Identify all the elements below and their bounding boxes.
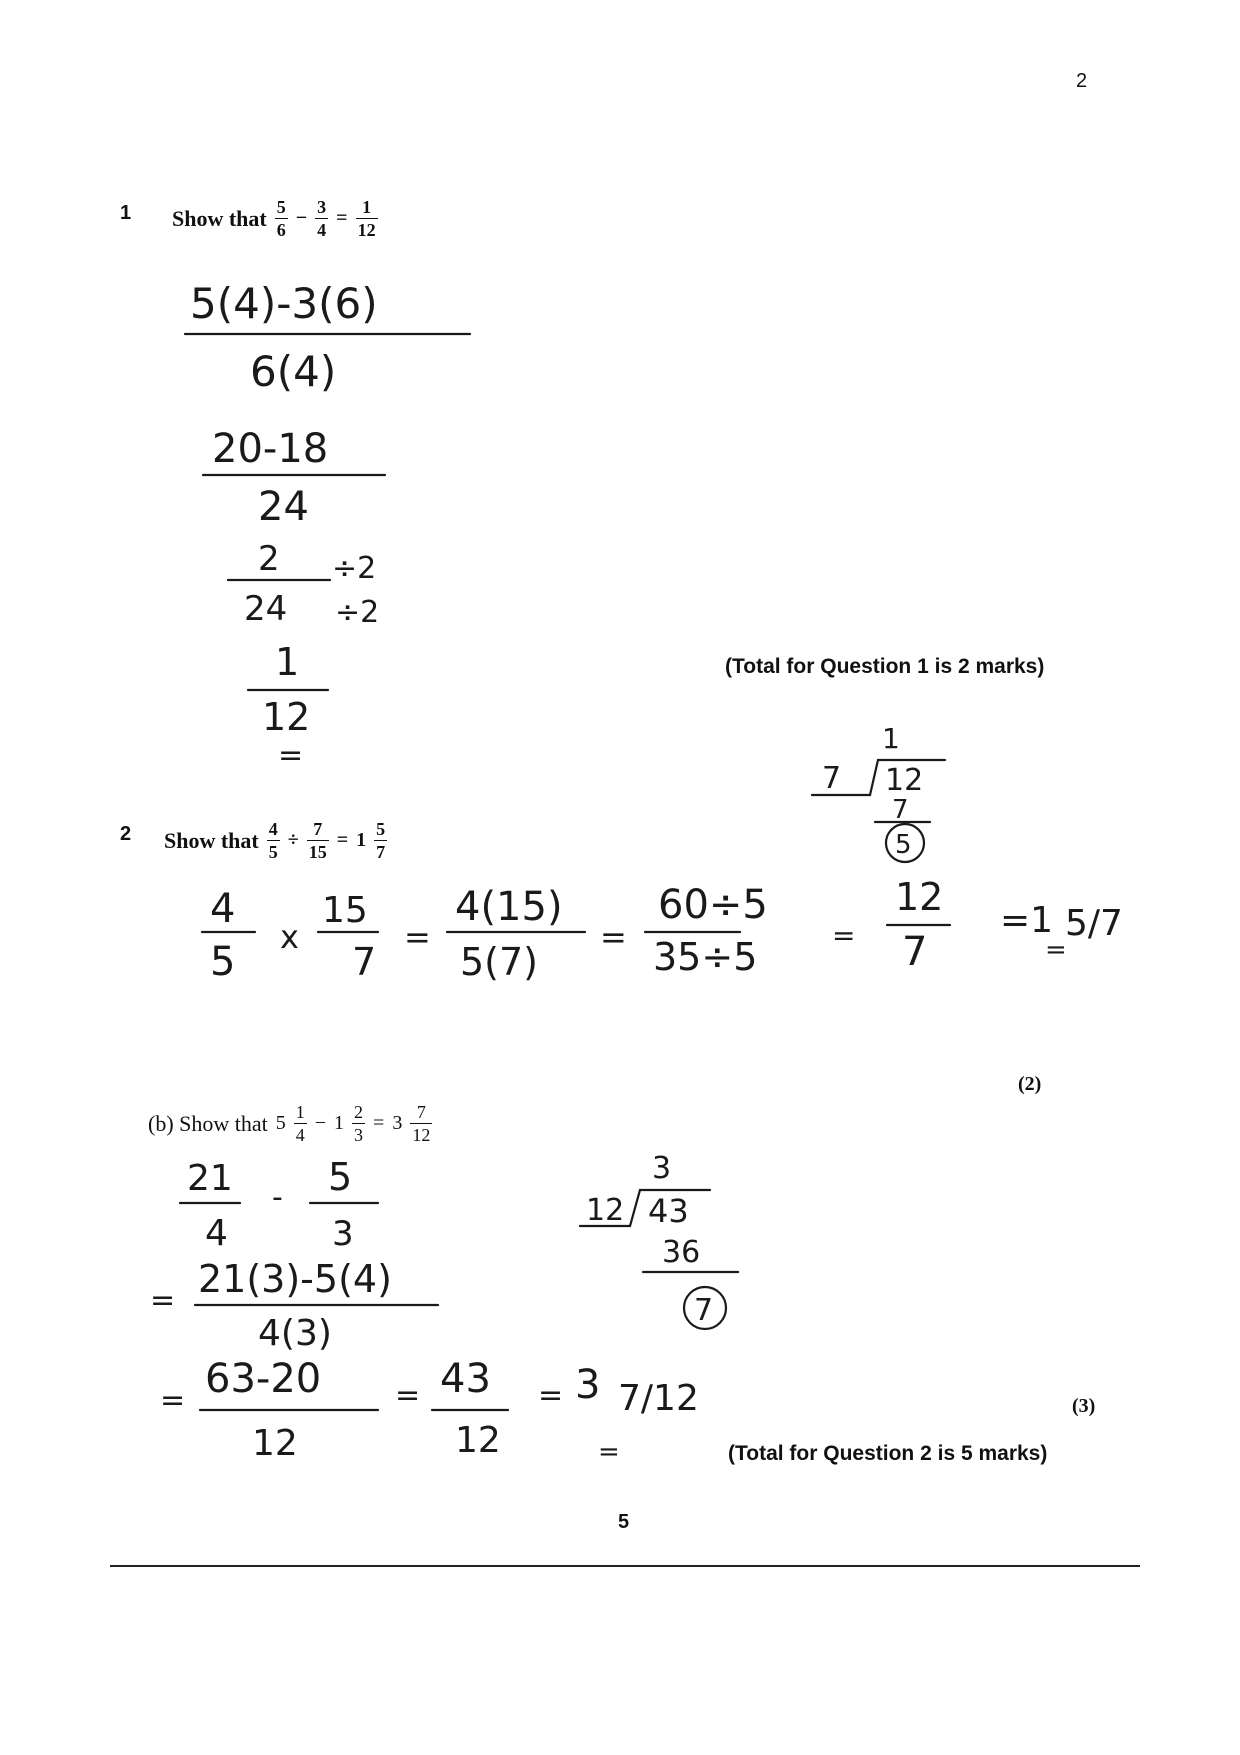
q2b-work-g1-num: 21 <box>187 1158 233 1199</box>
q2-work-eq3: = <box>832 919 856 952</box>
division-b-subtract: 36 <box>662 1235 701 1270</box>
q2b-a-den: 4 <box>295 1125 305 1145</box>
q2b-work-eq3: = <box>395 1378 421 1413</box>
q1-step3-numerator: 2 <box>258 539 280 579</box>
q2-work-f5-num: 12 <box>895 875 944 919</box>
q2b-c-num: 7 <box>416 1102 426 1122</box>
question-2-prompt-text: Show that <box>164 827 259 853</box>
q1-step3-num-divide: ÷2 <box>332 551 377 586</box>
q2-a-num: 4 <box>268 819 278 839</box>
q2b-c-den: 12 <box>412 1125 431 1145</box>
q2-c-den: 7 <box>376 842 386 862</box>
q1-c-den: 12 <box>357 220 376 240</box>
q1-a-num: 5 <box>276 197 286 217</box>
q1-step4-denominator: 12 <box>262 695 311 739</box>
q2-work-final-fraction: 5/7 <box>1065 903 1123 944</box>
q2-work-f3-den: 5(7) <box>460 940 539 984</box>
footer-page-number: 5 <box>618 1511 630 1533</box>
q1-step1-numerator: 5(4)-3(6) <box>190 279 378 328</box>
q2-work-times: x <box>280 918 299 956</box>
q2b-work-g1-den: 4 <box>205 1213 228 1254</box>
q1-step4-underline-mark: = <box>278 738 304 773</box>
q1-step4-numerator: 1 <box>275 640 300 684</box>
q2-c-num: 5 <box>376 819 386 839</box>
q1-minus: − <box>295 207 308 229</box>
q2b-work-g6-fraction: 7/12 <box>618 1378 699 1419</box>
q1-b-num: 3 <box>317 197 327 217</box>
q1-equals: = <box>336 207 348 229</box>
question-1-total: (Total for Question 1 is 2 marks) <box>725 655 1045 678</box>
q2b-work-eq2: = <box>160 1383 186 1418</box>
q2b-equals: = <box>373 1112 385 1134</box>
q2-a-den: 5 <box>268 842 278 862</box>
question-2-number: 2 <box>120 823 132 845</box>
question-2b-prompt-text: (b) Show that <box>148 1110 268 1136</box>
q2-divide: ÷ <box>287 829 299 851</box>
division-b-remainder: 7 <box>694 1293 714 1328</box>
q2b-work-g5-num: 43 <box>440 1356 491 1402</box>
q2-c-whole: 1 <box>356 829 367 851</box>
q2-work-eq1: = <box>404 918 431 956</box>
q2-work-f1-num: 4 <box>210 886 236 932</box>
q2-work-f2-den: 7 <box>352 940 377 984</box>
q2-work-f4-den: 35÷5 <box>653 935 758 979</box>
q1-b-den: 4 <box>317 220 327 240</box>
q2-b-num: 7 <box>313 819 323 839</box>
q1-step1-denominator: 6(4) <box>250 347 337 396</box>
question-2-total: (Total for Question 2 is 5 marks) <box>728 1442 1048 1465</box>
division-b-divisor: 12 <box>586 1193 625 1228</box>
q2b-a-num: 1 <box>295 1102 305 1122</box>
q2b-work-g5-den: 12 <box>455 1420 501 1461</box>
q2-equals: = <box>336 829 349 851</box>
q2-work-final: =1 <box>1000 900 1054 941</box>
division-b-quotient: 3 <box>652 1151 672 1186</box>
q2b-work-eq1: = <box>150 1283 176 1318</box>
q2b-b-whole: 1 <box>334 1112 345 1134</box>
q2b-work-eq4: = <box>538 1378 564 1413</box>
q2-work-f1-den: 5 <box>210 939 236 985</box>
page-number-top: 2 <box>1076 70 1088 92</box>
division-a-divisor: 7 <box>822 761 842 796</box>
q2-b-den: 15 <box>308 842 327 862</box>
division-a-dividend: 12 <box>885 763 924 798</box>
q2b-work-minus: - <box>272 1180 283 1215</box>
q2b-work-g6-mark: = <box>598 1437 620 1467</box>
q2b-a-whole: 5 <box>275 1112 286 1134</box>
q2b-b-num: 2 <box>354 1102 364 1122</box>
question-2a-marks: (2) <box>1018 1073 1042 1095</box>
q2b-work-g4-den: 12 <box>252 1423 298 1464</box>
q2b-work-g3-num: 21(3)-5(4) <box>198 1257 392 1301</box>
q2b-b-den: 3 <box>354 1125 364 1145</box>
division-a-subtract: 7 <box>892 795 909 825</box>
q2b-c-whole: 3 <box>392 1112 403 1134</box>
q1-c-num: 1 <box>362 197 372 217</box>
q2b-work-g3-den: 4(3) <box>258 1313 332 1354</box>
question-1-number: 1 <box>120 202 132 224</box>
q2b-work-g6: 3 <box>575 1362 601 1408</box>
q2-work-final-mark: = <box>1045 935 1067 965</box>
division-a-quotient: 1 <box>882 722 900 755</box>
q2b-work-g2-den: 3 <box>332 1214 354 1254</box>
q2-work-f5-den: 7 <box>902 929 928 975</box>
q1-a-den: 6 <box>276 220 286 240</box>
q2-work-f3-num: 4(15) <box>455 884 563 930</box>
q1-step3-denominator: 24 <box>244 589 288 629</box>
q2-work-f4-num: 60÷5 <box>658 882 768 928</box>
q2b-minus: − <box>314 1112 327 1134</box>
q1-step3-den-divide: ÷2 <box>335 595 380 630</box>
division-b-dividend: 43 <box>648 1192 689 1230</box>
q2b-work-g4-num: 63-20 <box>205 1356 322 1402</box>
q1-step2-denominator: 24 <box>258 484 309 530</box>
q2-work-eq2: = <box>600 918 627 956</box>
q1-step2-numerator: 20-18 <box>212 426 329 472</box>
question-1-prompt-text: Show that <box>172 205 267 231</box>
division-a-remainder: 5 <box>895 830 912 860</box>
q2b-work-g2-num: 5 <box>328 1155 353 1199</box>
question-2b-marks: (3) <box>1072 1395 1096 1417</box>
q2-work-f2-num: 15 <box>322 890 368 931</box>
